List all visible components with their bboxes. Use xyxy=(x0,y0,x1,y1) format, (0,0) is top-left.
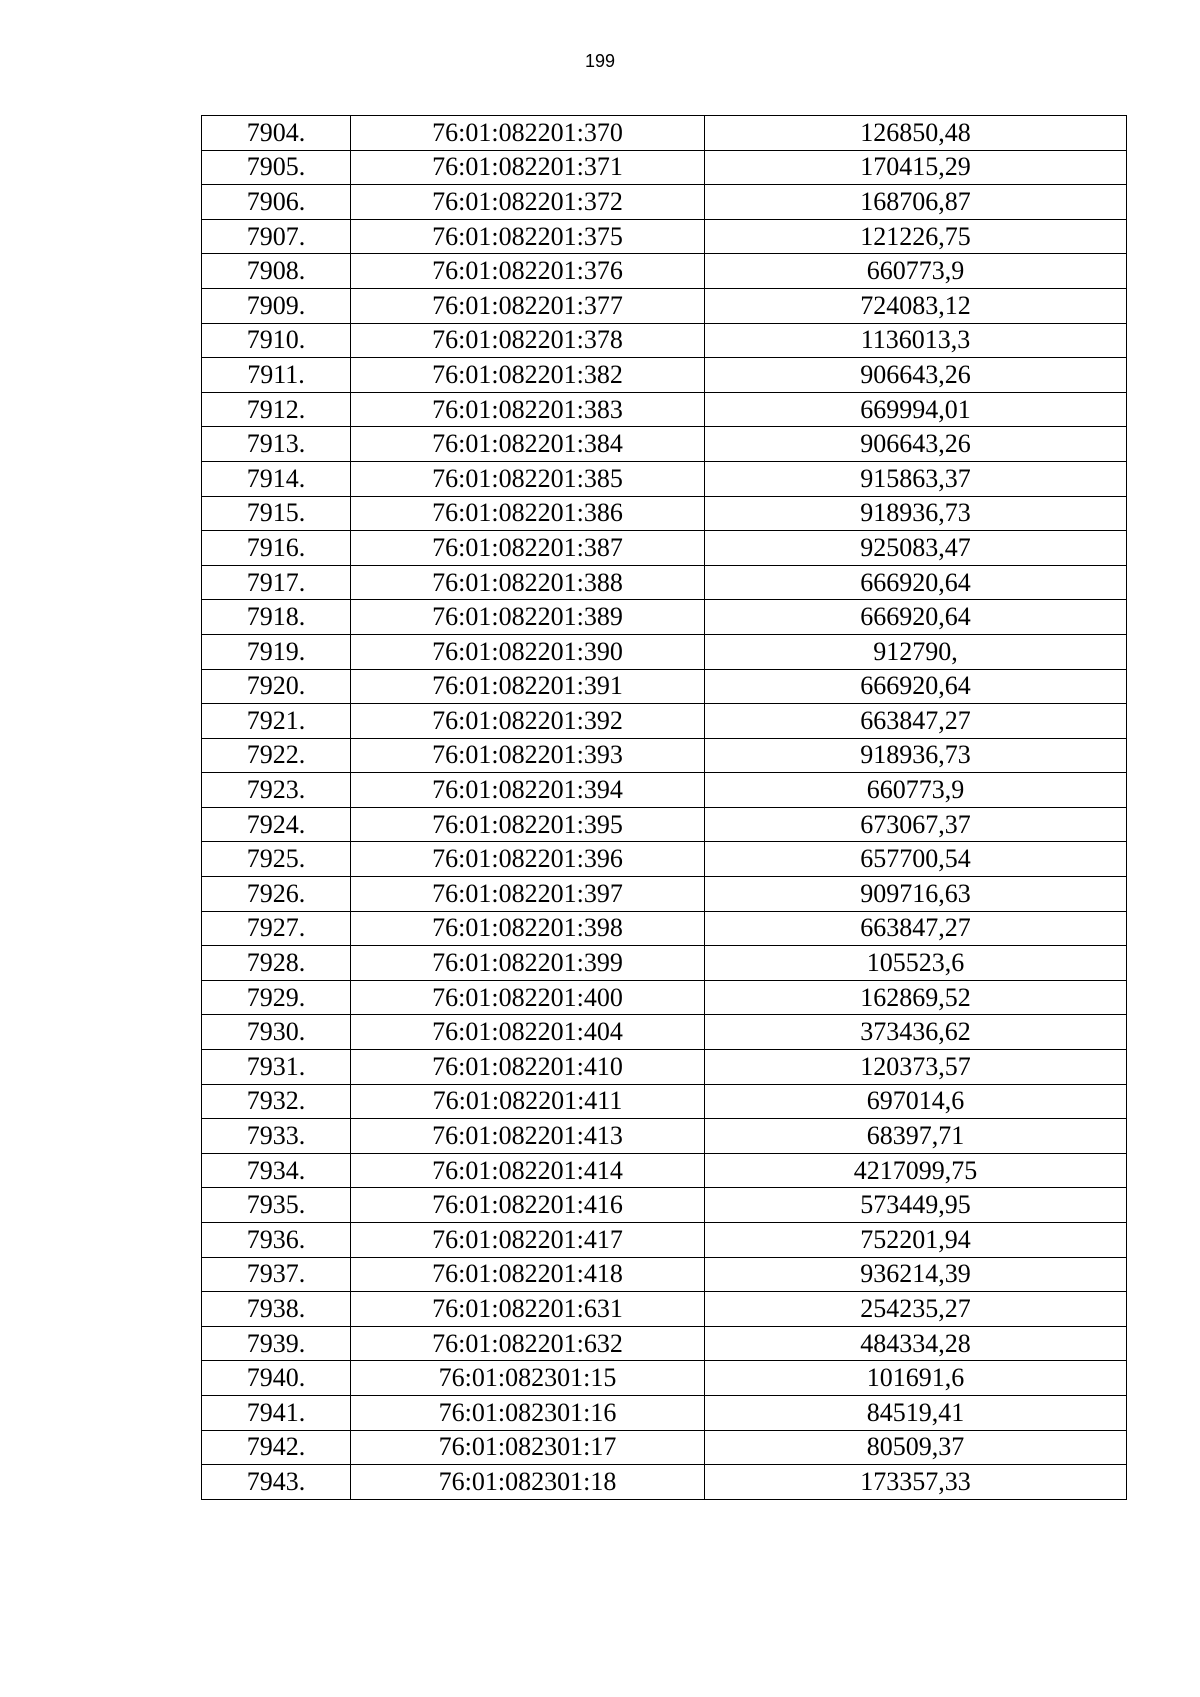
cadastral-value-cell: 121226,75 xyxy=(705,219,1127,254)
table-row xyxy=(202,392,1127,427)
table-row xyxy=(202,877,1127,912)
table-row xyxy=(202,427,1127,462)
cadastral-number-cell: 76:01:082201:388 xyxy=(351,565,705,600)
page-number: 199 xyxy=(584,51,616,71)
cadastral-value-cell: 673067,37 xyxy=(705,807,1127,842)
cadastral-number-cell: 76:01:082201:400 xyxy=(351,980,705,1015)
table-row xyxy=(202,1292,1127,1327)
cadastral-number-cell: 76:01:082201:389 xyxy=(351,600,705,635)
cadastral-value-cell: 906643,26 xyxy=(705,358,1127,393)
table-row xyxy=(202,1326,1127,1361)
cadastral-value-cell: 68397,71 xyxy=(705,1119,1127,1154)
cadastral-number-cell: 76:01:082201:398 xyxy=(351,911,705,946)
row-number-cell: 7904. xyxy=(202,116,351,151)
table-row xyxy=(202,116,1127,151)
cadastral-number-cell: 76:01:082201:396 xyxy=(351,842,705,877)
cadastral-number-cell: 76:01:082201:411 xyxy=(351,1084,705,1119)
cadastral-value-cell: 918936,73 xyxy=(705,496,1127,531)
cadastral-value-cell: 4217099,75 xyxy=(705,1153,1127,1188)
row-number-cell: 7926. xyxy=(202,877,351,912)
cadastral-number-cell: 76:01:082201:395 xyxy=(351,807,705,842)
cadastral-value-cell: 915863,37 xyxy=(705,461,1127,496)
table-row xyxy=(202,219,1127,254)
row-number-cell: 7943. xyxy=(202,1465,351,1500)
row-number-cell: 7915. xyxy=(202,496,351,531)
row-number-cell: 7911. xyxy=(202,358,351,393)
cadastral-value-cell: 660773,9 xyxy=(705,254,1127,289)
row-number-cell: 7908. xyxy=(202,254,351,289)
cadastral-number-cell: 76:01:082201:414 xyxy=(351,1153,705,1188)
row-number-cell: 7930. xyxy=(202,1015,351,1050)
row-number-cell: 7942. xyxy=(202,1430,351,1465)
row-number-cell: 7928. xyxy=(202,946,351,981)
cadastral-value-table xyxy=(201,115,1127,1500)
row-number-cell: 7910. xyxy=(202,323,351,358)
table-row xyxy=(202,288,1127,323)
cadastral-number-cell: 76:01:082201:413 xyxy=(351,1119,705,1154)
table-row xyxy=(202,600,1127,635)
row-number-cell: 7936. xyxy=(202,1223,351,1258)
table-row xyxy=(202,1015,1127,1050)
row-number-cell: 7939. xyxy=(202,1326,351,1361)
table-row xyxy=(202,1119,1127,1154)
table-row xyxy=(202,1430,1127,1465)
row-number-cell: 7937. xyxy=(202,1257,351,1292)
table-body xyxy=(202,116,1127,1500)
row-number-cell: 7922. xyxy=(202,738,351,773)
cadastral-number-cell: 76:01:082201:410 xyxy=(351,1050,705,1085)
row-number-cell: 7918. xyxy=(202,600,351,635)
cadastral-number-cell: 76:01:082301:18 xyxy=(351,1465,705,1500)
cadastral-number-cell: 76:01:082201:383 xyxy=(351,392,705,427)
cadastral-value-cell: 666920,64 xyxy=(705,600,1127,635)
cadastral-number-cell: 76:01:082201:390 xyxy=(351,634,705,669)
cadastral-number-cell: 76:01:082201:417 xyxy=(351,1223,705,1258)
cadastral-value-cell: 663847,27 xyxy=(705,704,1127,739)
table-row xyxy=(202,1465,1127,1500)
table-row xyxy=(202,358,1127,393)
table-row xyxy=(202,1084,1127,1119)
row-number-cell: 7938. xyxy=(202,1292,351,1327)
cadastral-number-cell: 76:01:082201:372 xyxy=(351,185,705,220)
cadastral-number-cell: 76:01:082201:387 xyxy=(351,531,705,566)
table-row xyxy=(202,704,1127,739)
row-number-cell: 7914. xyxy=(202,461,351,496)
table-row xyxy=(202,461,1127,496)
table-row xyxy=(202,565,1127,600)
row-number-cell: 7913. xyxy=(202,427,351,462)
cadastral-value-cell: 126850,48 xyxy=(705,116,1127,151)
table-row xyxy=(202,496,1127,531)
cadastral-value-cell: 912790, xyxy=(705,634,1127,669)
table-row xyxy=(202,980,1127,1015)
row-number-cell: 7924. xyxy=(202,807,351,842)
table-row xyxy=(202,1395,1127,1430)
cadastral-number-cell: 76:01:082201:378 xyxy=(351,323,705,358)
cadastral-number-cell: 76:01:082201:399 xyxy=(351,946,705,981)
row-number-cell: 7929. xyxy=(202,980,351,1015)
cadastral-value-cell: 666920,64 xyxy=(705,669,1127,704)
table-row xyxy=(202,1361,1127,1396)
table-row xyxy=(202,1188,1127,1223)
cadastral-value-cell: 1136013,3 xyxy=(705,323,1127,358)
row-number-cell: 7912. xyxy=(202,392,351,427)
table-row xyxy=(202,323,1127,358)
cadastral-number-cell: 76:01:082201:392 xyxy=(351,704,705,739)
row-number-cell: 7916. xyxy=(202,531,351,566)
cadastral-value-cell: 168706,87 xyxy=(705,185,1127,220)
cadastral-value-cell: 918936,73 xyxy=(705,738,1127,773)
cadastral-number-cell: 76:01:082201:382 xyxy=(351,358,705,393)
cadastral-number-cell: 76:01:082201:377 xyxy=(351,288,705,323)
cadastral-number-cell: 76:01:082201:418 xyxy=(351,1257,705,1292)
cadastral-number-cell: 76:01:082201:376 xyxy=(351,254,705,289)
cadastral-number-cell: 76:01:082201:632 xyxy=(351,1326,705,1361)
row-number-cell: 7925. xyxy=(202,842,351,877)
cadastral-number-cell: 76:01:082301:17 xyxy=(351,1430,705,1465)
cadastral-number-cell: 76:01:082201:391 xyxy=(351,669,705,704)
row-number-cell: 7921. xyxy=(202,704,351,739)
table-row xyxy=(202,531,1127,566)
cadastral-value-cell: 724083,12 xyxy=(705,288,1127,323)
cadastral-value-cell: 254235,27 xyxy=(705,1292,1127,1327)
cadastral-number-cell: 76:01:082201:384 xyxy=(351,427,705,462)
table-row xyxy=(202,669,1127,704)
cadastral-number-cell: 76:01:082301:15 xyxy=(351,1361,705,1396)
cadastral-number-cell: 76:01:082201:393 xyxy=(351,738,705,773)
cadastral-value-cell: 84519,41 xyxy=(705,1395,1127,1430)
table-row xyxy=(202,911,1127,946)
cadastral-number-cell: 76:01:082201:385 xyxy=(351,461,705,496)
cadastral-value-cell: 173357,33 xyxy=(705,1465,1127,1500)
cadastral-value-cell: 906643,26 xyxy=(705,427,1127,462)
row-number-cell: 7933. xyxy=(202,1119,351,1154)
table-row xyxy=(202,634,1127,669)
cadastral-value-cell: 909716,63 xyxy=(705,877,1127,912)
row-number-cell: 7919. xyxy=(202,634,351,669)
cadastral-number-cell: 76:01:082201:404 xyxy=(351,1015,705,1050)
cadastral-number-cell: 76:01:082201:386 xyxy=(351,496,705,531)
row-number-cell: 7909. xyxy=(202,288,351,323)
row-number-cell: 7905. xyxy=(202,150,351,185)
table-row xyxy=(202,842,1127,877)
cadastral-value-cell: 80509,37 xyxy=(705,1430,1127,1465)
cadastral-value-cell: 925083,47 xyxy=(705,531,1127,566)
row-number-cell: 7935. xyxy=(202,1188,351,1223)
cadastral-value-cell: 697014,6 xyxy=(705,1084,1127,1119)
table-row xyxy=(202,1050,1127,1085)
cadastral-value-cell: 669994,01 xyxy=(705,392,1127,427)
row-number-cell: 7931. xyxy=(202,1050,351,1085)
cadastral-number-cell: 76:01:082201:631 xyxy=(351,1292,705,1327)
cadastral-value-cell: 573449,95 xyxy=(705,1188,1127,1223)
table-row xyxy=(202,1153,1127,1188)
row-number-cell: 7932. xyxy=(202,1084,351,1119)
cadastral-value-cell: 663847,27 xyxy=(705,911,1127,946)
row-number-cell: 7927. xyxy=(202,911,351,946)
table-row xyxy=(202,185,1127,220)
table-row xyxy=(202,946,1127,981)
cadastral-number-cell: 76:01:082201:397 xyxy=(351,877,705,912)
cadastral-value-cell: 666920,64 xyxy=(705,565,1127,600)
row-number-cell: 7934. xyxy=(202,1153,351,1188)
cadastral-value-cell: 170415,29 xyxy=(705,150,1127,185)
table-row xyxy=(202,150,1127,185)
row-number-cell: 7940. xyxy=(202,1361,351,1396)
cadastral-value-cell: 162869,52 xyxy=(705,980,1127,1015)
table-row xyxy=(202,254,1127,289)
cadastral-number-cell: 76:01:082201:416 xyxy=(351,1188,705,1223)
cadastral-value-cell: 105523,6 xyxy=(705,946,1127,981)
table-row xyxy=(202,1257,1127,1292)
row-number-cell: 7917. xyxy=(202,565,351,600)
row-number-cell: 7923. xyxy=(202,773,351,808)
cadastral-number-cell: 76:01:082201:394 xyxy=(351,773,705,808)
row-number-cell: 7920. xyxy=(202,669,351,704)
table-row xyxy=(202,807,1127,842)
cadastral-number-cell: 76:01:082201:371 xyxy=(351,150,705,185)
cadastral-value-cell: 752201,94 xyxy=(705,1223,1127,1258)
cadastral-value-cell: 657700,54 xyxy=(705,842,1127,877)
table-row xyxy=(202,773,1127,808)
cadastral-number-cell: 76:01:082301:16 xyxy=(351,1395,705,1430)
cadastral-value-cell: 120373,57 xyxy=(705,1050,1127,1085)
cadastral-value-cell: 936214,39 xyxy=(705,1257,1127,1292)
cadastral-value-cell: 660773,9 xyxy=(705,773,1127,808)
cadastral-value-cell: 373436,62 xyxy=(705,1015,1127,1050)
cadastral-value-cell: 484334,28 xyxy=(705,1326,1127,1361)
cadastral-number-cell: 76:01:082201:370 xyxy=(351,116,705,151)
row-number-cell: 7941. xyxy=(202,1395,351,1430)
table-row xyxy=(202,738,1127,773)
cadastral-value-cell: 101691,6 xyxy=(705,1361,1127,1396)
row-number-cell: 7906. xyxy=(202,185,351,220)
table-row xyxy=(202,1223,1127,1258)
row-number-cell: 7907. xyxy=(202,219,351,254)
cadastral-number-cell: 76:01:082201:375 xyxy=(351,219,705,254)
